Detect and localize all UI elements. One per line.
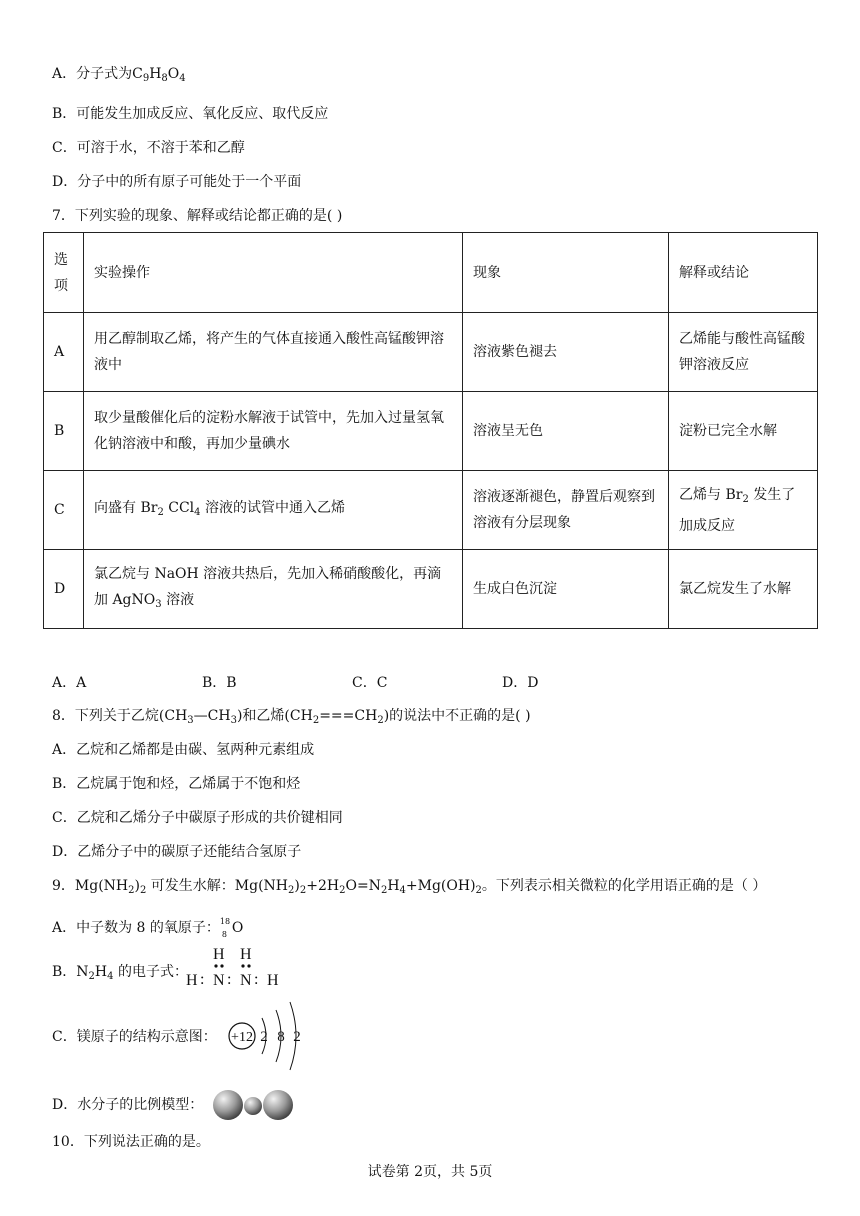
row-conclusion: 氯乙烷发生了水解	[669, 550, 818, 629]
q9-option-d: D．水分子的比例模型：	[52, 1097, 204, 1113]
q7-option-d: D．D	[502, 675, 539, 691]
n-atom-left: N	[213, 972, 225, 989]
ball-model	[212, 1089, 296, 1121]
electron-dot	[214, 964, 217, 967]
q8-stem: 8．下列关于乙烷$(CH_3—CH_3)$和乙烯$(CH_2===CH_2)$的说法中不正确的是( )	[52, 708, 531, 726]
electron-pair: :	[227, 971, 232, 988]
q9-option-c: C．镁原子的结构示意图：	[52, 1029, 217, 1045]
n2h4-electron-formula	[184, 944, 284, 996]
q10-stem: 10．下列说法正确的是。	[52, 1134, 210, 1150]
row-operation: 向盛有 $Br_2$ CCl$_4$ 溶液的试管中通入乙烯	[84, 471, 463, 550]
shell-electron-count: 2	[260, 1029, 268, 1045]
row-conclusion: 乙烯能与酸性高锰酸钾溶液反应	[669, 313, 818, 392]
header-phenomenon: 现象	[463, 233, 669, 313]
row-phenomenon: 溶液呈无色	[463, 392, 669, 471]
oxygen-isotope-notation: 18 8	[219, 917, 231, 939]
q9-option-a: A．中子数为 8 的氧原子： 18 8 O	[52, 917, 244, 939]
header-option: 选项	[44, 233, 84, 313]
row-operation: 用乙醇制取乙烯，将产生的气体直接通入酸性高锰酸钾溶液中	[84, 313, 463, 392]
h-atom-top-left: H	[213, 946, 225, 963]
q6-option-c: C．可溶于水，不溶于苯和乙醇	[52, 140, 245, 156]
row-conclusion: 乙烯与 $Br_2$ 发生了加成反应	[669, 471, 818, 550]
electron-dot-diagram	[184, 944, 284, 992]
sphere-center	[244, 1097, 262, 1115]
electron-dot	[220, 964, 223, 967]
sphere-left	[213, 1090, 243, 1120]
h-atom-right: H	[267, 972, 279, 989]
nucleus-charge: +12	[231, 1030, 253, 1045]
q7-option-c: C．C	[352, 675, 388, 691]
mg-atom-structure-diagram	[226, 996, 310, 1080]
q9-stem: 9．$Mg(NH_2)_2$ 可发生水解：$Mg(NH_2)_2+2H_2O=N_2H_4+Mg(OH)_2$。下列表示相关微粒的化学用语正确的是（ ）	[52, 878, 767, 896]
table-row	[44, 313, 818, 392]
row-operation: 氯乙烷与 NaOH 溶液共热后，先加入稀硝酸酸化，再滴加 AgNO$_3$ 溶液	[84, 550, 463, 629]
electron-dot	[247, 964, 250, 967]
water-space-filling-model	[212, 1089, 296, 1125]
row-option: C	[44, 471, 84, 550]
q6-option-a: A．分子式为$C_9H_8O_4$	[52, 66, 186, 84]
n-atom-right: N	[240, 972, 252, 989]
electron-dot	[241, 964, 244, 967]
q7-option-b: B．B	[202, 675, 237, 691]
row-operation: 取少量酸催化后的淀粉水解液于试管中，先加入过量氢氧化钠溶液中和酸，再加少量碘水	[84, 392, 463, 471]
q8-option-c: C．乙烷和乙烯分子中碳原子形成的共价键相同	[52, 810, 343, 826]
table-row	[44, 550, 818, 629]
row-phenomenon: 生成白色沉淀	[463, 550, 669, 629]
q8-option-d: D．乙烯分子中的碳原子还能结合氢原子	[52, 844, 302, 860]
q9-option-b: B．$N_2H_4$ 的电子式：	[52, 964, 188, 982]
row-phenomenon: 溶液逐渐褪色，静置后观察到溶液有分层现象	[463, 471, 669, 550]
row-option: B	[44, 392, 84, 471]
row-conclusion: 淀粉已完全水解	[669, 392, 818, 471]
table-header-row	[44, 233, 818, 313]
header-operation: 实验操作	[84, 233, 463, 313]
shell-electron-count: 2	[293, 1029, 301, 1045]
q8-option-b: B．乙烷属于饱和烃，乙烯属于不饱和烃	[52, 776, 301, 792]
experiment-table	[43, 232, 818, 629]
electron-pair: :	[200, 971, 205, 988]
row-option: D	[44, 550, 84, 629]
shell-electron-count: 8	[277, 1029, 285, 1045]
electron-pair: :	[254, 971, 259, 988]
atom-diagram	[226, 996, 310, 1076]
row-phenomenon: 溶液紫色褪去	[463, 313, 669, 392]
header-conclusion: 解释或结论	[669, 233, 818, 313]
table-row	[44, 471, 818, 550]
sphere-right	[263, 1090, 293, 1120]
q7-option-a: A．A	[52, 675, 87, 691]
q6-option-b: B．可能发生加成反应、氧化反应、取代反应	[52, 106, 329, 122]
h-atom-top-right: H	[240, 946, 252, 963]
q8-option-a: A．乙烷和乙烯都是由碳、氢两种元素组成	[52, 742, 315, 758]
row-option: A	[44, 313, 84, 392]
h-atom-left: H	[186, 972, 198, 989]
q6-option-d: D．分子中的所有原子可能处于一个平面	[52, 174, 302, 190]
q7-stem: 7．下列实验的现象、解释或结论都正确的是( )	[52, 208, 343, 224]
page-footer: 试卷第 2页，共 5页	[367, 1164, 493, 1180]
table-row	[44, 392, 818, 471]
